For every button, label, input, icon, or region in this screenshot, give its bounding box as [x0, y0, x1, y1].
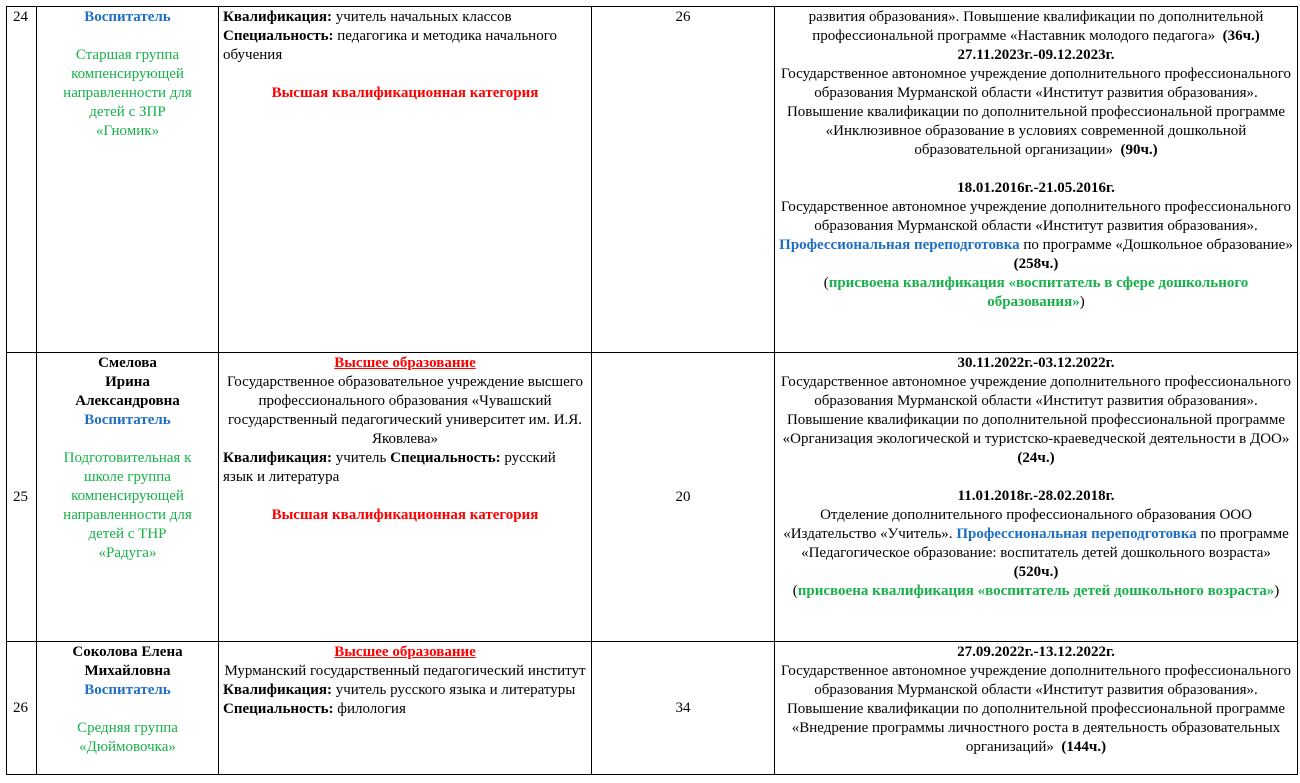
course-hours: (144ч.) — [1061, 739, 1107, 755]
qualification-value: учитель начальных классов — [332, 9, 512, 25]
course-text: развития образования». Повышение квалификации по дополнительной профессиональной программе «Наставник молодого педагога» — [808, 9, 1264, 44]
category-label: Высшая квалификационная категория — [271, 507, 539, 523]
row-number: 26 — [7, 642, 37, 775]
courses-cell: развития образования». Повышение квалификации по дополнительной профессиональной программе «Наставник молодого педагога» (36ч.) 27.11.2023г.-09.12.2023г. Государственное автономное учреждение дополнительного профессионального образования Мурманской области «Институт развития образования». Повышение квалификации по дополнительной профессиональной программе «Инклюзивное образование в условиях современной дошкольной образовательной организации» (90ч.) 18.01.2016г.-21.05.2016г. Государственное автономное учреждение дополнительного профессионального образования Мурманской области «Институт развития образования». Профессиональная переподготовка по программе «Дошкольное образование» (258ч.) (присвоена квалификация «воспитатель в сфере дошкольного образования») — [775, 7, 1298, 353]
specialty-label: Специальность: — [223, 701, 334, 717]
course-dates: 27.09.2022г.-13.12.2022г. — [957, 644, 1115, 660]
course-text: Государственное автономное учреждение дополнительного профессионального образования Мурманской области «Институт развития образования». Повышение квалификации по дополнительной профессиональной программе «Инклюзивное образование в условиях современной дошкольной образовательной организации» — [780, 66, 1292, 158]
staff-table — [6, 6, 1298, 775]
qualification-label: Квалификация: — [223, 9, 332, 25]
group-line: Подготовительная к — [63, 450, 192, 466]
course-text: Отделение дополнительного профессионального образования ООО «Издательство «Учитель». — [783, 507, 1252, 542]
course-dates: 18.01.2016г.-21.05.2016г. — [957, 180, 1115, 196]
employee-name-line: Соколова Елена — [72, 644, 183, 660]
experience-cell: 34 — [592, 642, 775, 775]
position-label: Воспитатель — [84, 682, 171, 698]
group-line: направленности для — [63, 85, 192, 101]
course-dates: 30.11.2022г.-03.12.2022г. — [957, 355, 1115, 371]
group-line: направленности для — [63, 507, 192, 523]
group-line: «Дюймовочка» — [79, 739, 176, 755]
courses-cell: 30.11.2022г.-03.12.2022г. Государственное автономное учреждение дополнительного профессионального образования Мурманской области «Институт развития образования». Повышение квалификации по дополнительной профессиональной программе «Организация экологической и туристско-краеведческой деятельности в ДОО» (24ч.) 11.01.2018г.-28.02.2018г. Отделение дополнительного профессионального образования ООО «Издательство «Учитель». Профессиональная переподготовка по программе «Педагогическое образование: воспитатель детей дошкольного возраста» (520ч.) (присвоена квалификация «воспитатель детей дошкольного возраста») — [775, 353, 1298, 642]
position-label: Воспитатель — [84, 412, 171, 428]
specialty-value: педагогика и методика начального обучения — [223, 28, 557, 63]
course-hours: (24ч.) — [1017, 450, 1055, 466]
table-row — [7, 353, 1298, 642]
course-hours: (36ч.) — [1222, 28, 1260, 44]
course-dates: 27.11.2023г.-09.12.2023г. — [957, 47, 1115, 63]
education-cell — [219, 642, 592, 775]
education-cell — [219, 7, 592, 353]
experience-cell: 26 — [592, 7, 775, 353]
employee-name-line: Михайловна — [84, 663, 171, 679]
group-line: компенсирующей — [71, 66, 184, 82]
specialty-value: филология — [333, 701, 406, 717]
employee-cell — [37, 7, 219, 353]
qualification-label: Квалификация: — [223, 682, 332, 698]
group-line: детей с ЗПР — [89, 104, 166, 120]
category-label: Высшая квалификационная категория — [271, 85, 539, 101]
row-number: 25 — [7, 353, 37, 642]
employee-name-line: Александровна — [75, 393, 180, 409]
table-row — [7, 7, 1298, 353]
group-line: компенсирующей — [71, 488, 184, 504]
group-line: Старшая группа — [75, 47, 180, 63]
experience-cell: 20 — [592, 353, 775, 642]
retraining-label: Профессиональная переподготовка — [956, 526, 1197, 542]
specialty-label: Специальность: — [390, 450, 501, 466]
employee-cell — [37, 353, 219, 642]
course-hours: (258ч.) — [1013, 256, 1059, 272]
qualification-value: учитель русского языка и литературы — [332, 682, 576, 698]
position-label: Воспитатель — [84, 9, 171, 25]
education-institution: Государственное образовательное учреждение высшего профессионального образования «Чувашский государственный педагогический университет им. И.Я. Яковлева» — [226, 374, 584, 447]
qualification-value: учитель — [332, 450, 391, 466]
education-level: Высшее образование — [334, 644, 476, 660]
group-line: школе группа — [84, 469, 171, 485]
specialty-value: русский язык и литература — [223, 450, 556, 485]
employee-name-line: Ирина — [105, 374, 150, 390]
group-line: «Радуга» — [98, 545, 157, 561]
specialty-label: Специальность: — [223, 28, 334, 44]
qualification-label: Квалификация: — [223, 450, 332, 466]
course-text: Государственное автономное учреждение дополнительного профессионального образования Мурманской области «Институт развития образования». Повышение квалификации по дополнительной профессиональной программе «Внедрение программы личностного роста в деятельность образовательных организаций» — [780, 663, 1292, 755]
qualification-note: присвоена квалификация «воспитатель детей дошкольного возраста» — [797, 583, 1275, 599]
course-text: по программе «Педагогическое образование: воспитатель детей дошкольного возраста» — [801, 526, 1289, 561]
group-line: Средняя группа — [77, 720, 178, 736]
education-cell — [219, 353, 592, 642]
group-line: детей с ТНР — [88, 526, 167, 542]
qualification-note: присвоена квалификация «воспитатель в сфере дошкольного образования» — [828, 275, 1249, 310]
courses-cell — [775, 642, 1298, 775]
course-text: Государственное автономное учреждение дополнительного профессионального образования Мурманской области «Институт развития образования». — [780, 199, 1292, 234]
table-row — [7, 642, 1298, 775]
retraining-label: Профессиональная переподготовка — [779, 237, 1020, 253]
education-level: Высшее образование — [334, 355, 476, 371]
course-hours: (520ч.) — [1013, 564, 1059, 580]
education-institution: Мурманский государственный педагогический институт — [224, 663, 586, 679]
group-line: «Гномик» — [95, 123, 160, 139]
course-text: по программе «Дошкольное образование» — [1019, 237, 1293, 253]
course-dates: 11.01.2018г.-28.02.2018г. — [957, 488, 1115, 504]
course-hours: (90ч.) — [1120, 142, 1158, 158]
employee-name-line: Смелова — [98, 355, 157, 371]
course-text: Государственное автономное учреждение дополнительного профессионального образования Мурманской области «Институт развития образования». Повышение квалификации по дополнительной профессиональной программе «Организация экологической и туристско-краеведческой деятельности в ДОО» — [780, 374, 1292, 447]
row-number: 24 — [7, 7, 37, 353]
employee-cell — [37, 642, 219, 775]
